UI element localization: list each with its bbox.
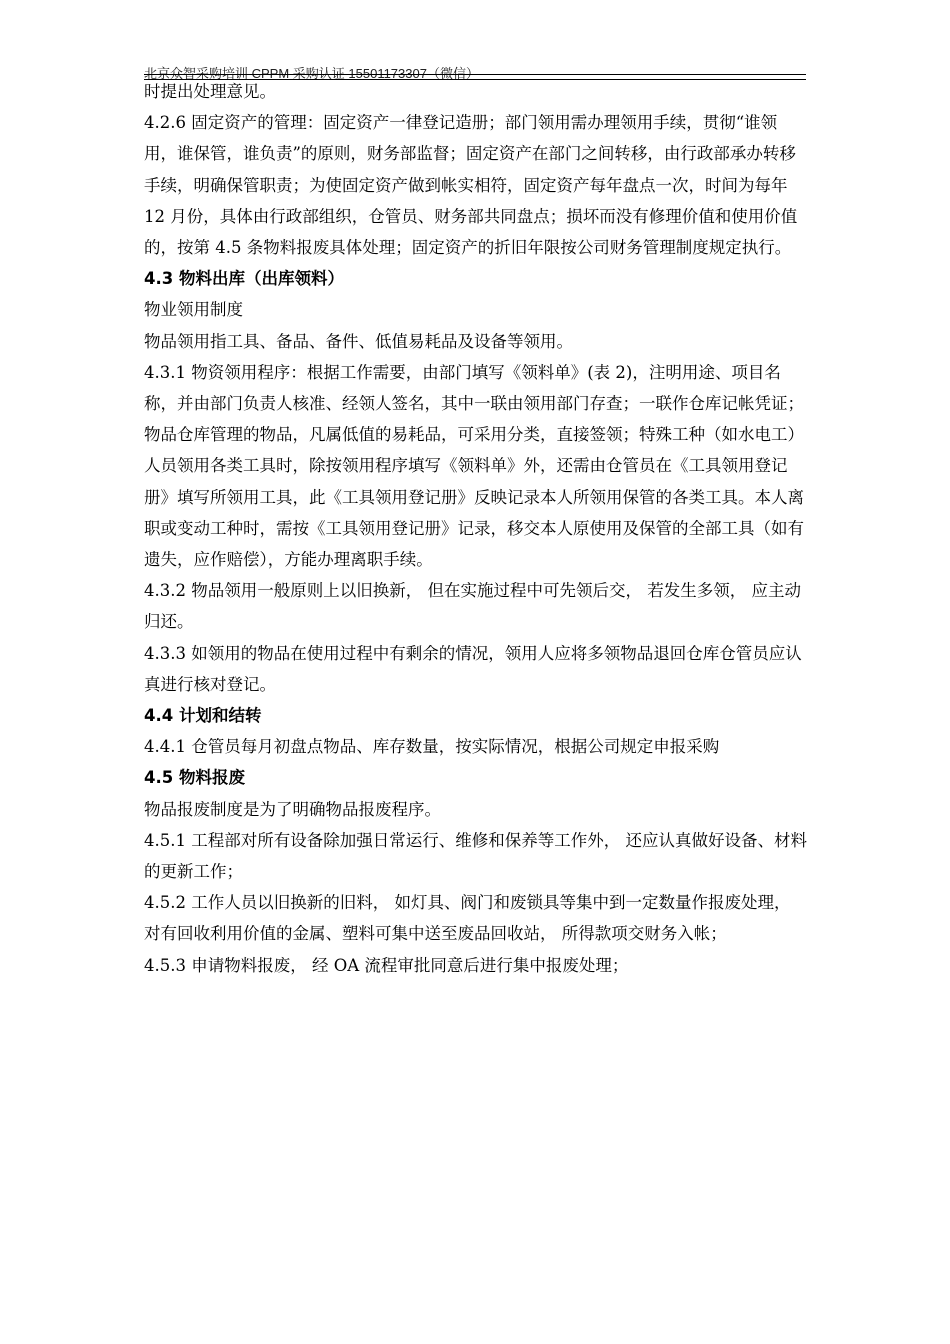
paragraph-4-3-3: 4.3.3 如领用的物品在使用过程中有剩余的情况，领用人应将多领物品退回仓库仓管员应认真进行核对登记。 <box>144 643 802 694</box>
paragraph-subtitle: 物业领用制度 <box>144 300 243 320</box>
section-heading-4-3: 4.3 物料出库（出库领料） <box>144 269 344 289</box>
paragraph-4-5-2: 4.5.2 工作人员以旧换新的旧料， 如灯具、阀门和废锁具等集中到一定数量作报废处理， 对有回收利用价值的金属、塑料可集中送至废品回收站， 所得款项交财务入帐； <box>144 893 791 944</box>
section-heading-4-4: 4.4 计划和结转 <box>144 706 262 726</box>
header-text: 北京众智采购培训 CPPM 采购认证 15501173307（微信） <box>144 66 479 81</box>
paragraph-4-5-1: 4.5.1 工程部对所有设备除加强日常运行、维修和保养等工作外， 还应认真做好设备、材料的更新工作； <box>144 830 807 882</box>
document-body <box>144 76 808 981</box>
section-heading-4-5: 4.5 物料报废 <box>144 768 245 788</box>
paragraph-4-3-1: 4.3.1 物资领用程序：根据工作需要，由部门填写《领料单》(表 2)，注明用途、项目名称，并由部门负责人核准、经领人签名，其中一联由领用部门存查；一联作仓库记帐凭证；物品仓库管理的物品，凡属低值的易耗品，可采用分类，直接签领；特殊工种（如水电工）人员领用各类工具时，除按领用程序填写《领料单》外，还需由仓管员在《工具领用登记册》填写所领用工具，此《工具领用登记册》反映记录本人所领用保管的各类工具。本人离职或变动工种时，需按《工具领用登记册》记录，移交本人原使用及保管的全部工具（如有遗失，应作赔偿），方能办理离职手续。 <box>144 362 804 570</box>
paragraph-4-5-3: 4.5.3 申请物料报废， 经 OA 流程审批同意后进行集中报废处理； <box>144 955 629 975</box>
paragraph-continuation: 时提出处理意见。 <box>144 82 276 101</box>
paragraph-4-4-1: 4.4.1 仓管员每月初盘点物品、库存数量，按实际情况，根据公司规定申报采购 <box>144 737 720 757</box>
paragraph-scrap-intro: 物品报废制度是为了明确物品报废程序。 <box>144 799 441 819</box>
paragraph-4-3-2: 4.3.2 物品领用一般原则上以旧换新， 但在实施过程中可先领后交， 若发生多领， 应主动归还。 <box>144 581 801 632</box>
header-rule-top <box>144 74 806 75</box>
paragraph-intro: 物品领用指工具、备品、备件、低值易耗品及设备等领用。 <box>144 331 573 351</box>
paragraph-4-2-6: 4.2.6 固定资产的管理：固定资产一律登记造册；部门领用需办理领用手续，贯彻“谁领用，谁保管，谁负责”的原则，财务部监督；固定资产在部门之间转移，由行政部承办转移手续，明确保管职责；为使固定资产做到帐实相符，固定资产每年盘点一次，时间为每年 12 月份，具体由行政部组织，仓管员、财务部共同盘点；损坏而没有修理价值和使用价值的，按第 4.5 条物料报废具体处理；固定资产的折旧年限按公司财务管理制度规定执行。 <box>144 113 798 258</box>
